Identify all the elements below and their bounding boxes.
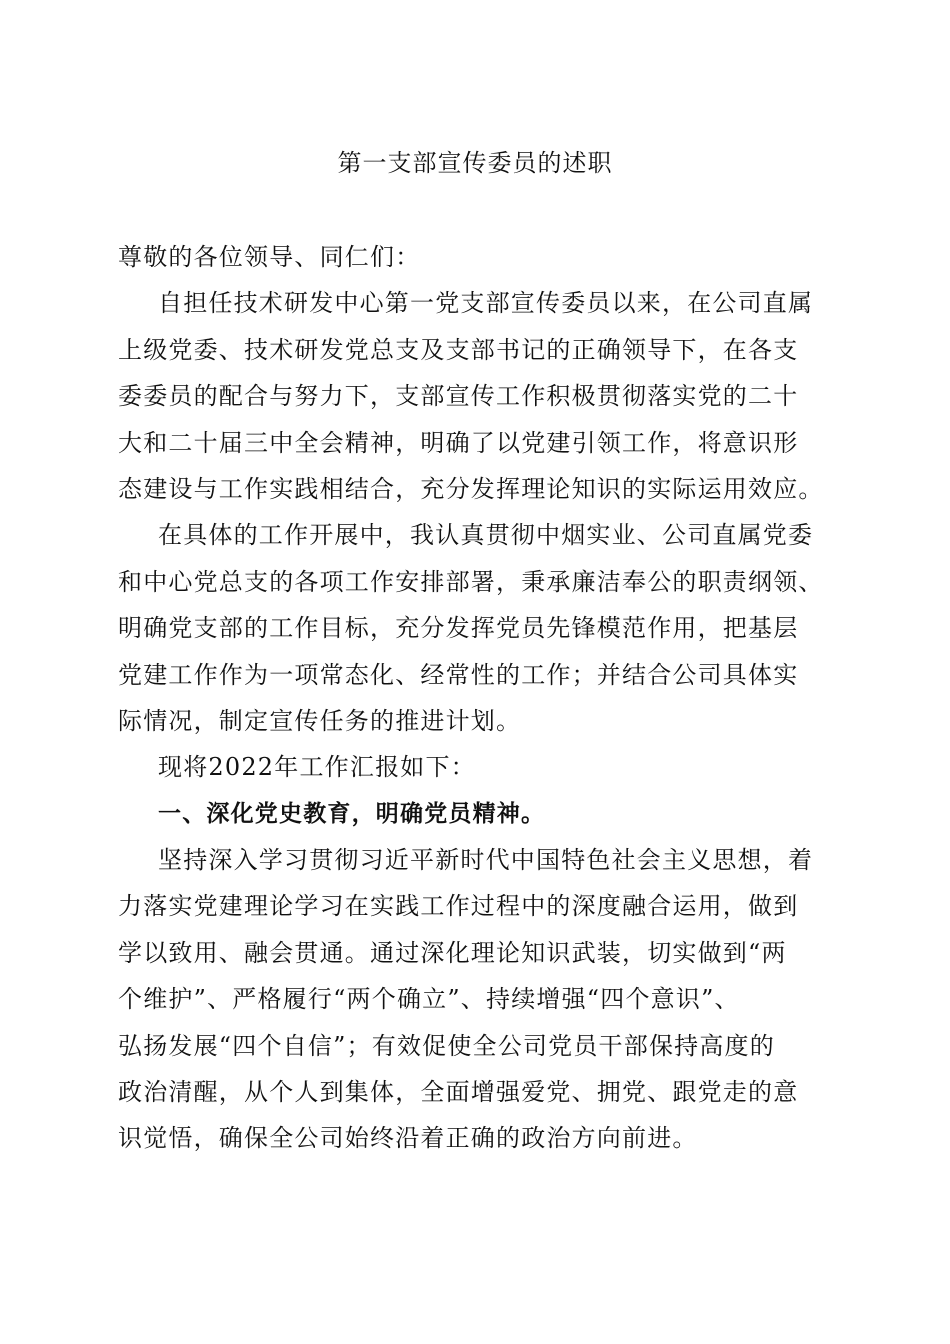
- salutation-line: 尊敬的各位领导、同仁们：: [118, 243, 421, 271]
- paragraph-line: 弘扬发展“四个自信”；有效促使全公司党员干部保持高度的: [118, 1031, 775, 1060]
- paragraph-line: 政治清醒，从个人到集体，全面增强爱党、拥党、跟党走的意: [118, 1078, 799, 1107]
- paragraph-line: 自担任技术研发中心第一党支部宣传委员以来，在公司直属: [158, 289, 814, 318]
- document-title: 第一支部宣传委员的述职: [337, 149, 613, 177]
- section-heading: 一、深化党史教育，明确党员精神。: [158, 800, 546, 827]
- paragraph-line: 委委员的配合与努力下，支部宣传工作积极贯彻落实党的二十: [118, 382, 799, 411]
- paragraph-line: 现将2022年工作汇报如下：: [158, 753, 476, 782]
- paragraph-line: 在具体的工作开展中，我认真贯彻中烟实业、公司直属党委: [158, 521, 814, 550]
- paragraph-line: 坚持深入学习贯彻习近平新时代中国特色社会主义思想，着: [158, 846, 814, 875]
- paragraph-line: 和中心党总支的各项工作安排部署，秉承廉洁奉公的职责纲领、: [118, 567, 824, 596]
- paragraph-line: 际情况，制定宣传任务的推进计划。: [118, 706, 522, 735]
- paragraph-line: 识觉悟，确保全公司始终沿着正确的政治方向前进。: [118, 1124, 698, 1153]
- document-body: [118, 234, 838, 1162]
- paragraph-line: 力落实党建理论学习在实践工作过程中的深度融合运用，做到: [118, 892, 799, 921]
- paragraph-line: 明确党支部的工作目标，充分发挥党员先锋模范作用，把基层: [118, 614, 799, 643]
- paragraph-line: 个维护”、严格履行“两个确立”、持续增强“四个意识”、: [118, 985, 740, 1014]
- paragraph-line: 上级党委、技术研发党总支及支部书记的正确领导下，在各支: [118, 335, 799, 364]
- paragraph-line: 大和二十届三中全会精神，明确了以党建引领工作，将意识形: [118, 428, 799, 457]
- paragraph-line: 学以致用、融会贯通。通过深化理论知识武装，切实做到“两: [118, 938, 787, 967]
- paragraph-line: 态建设与工作实践相结合，充分发挥理论知识的实际运用效应。: [118, 474, 824, 503]
- paragraph-line: 党建工作作为一项常态化、经常性的工作；并结合公司具体实: [118, 660, 799, 689]
